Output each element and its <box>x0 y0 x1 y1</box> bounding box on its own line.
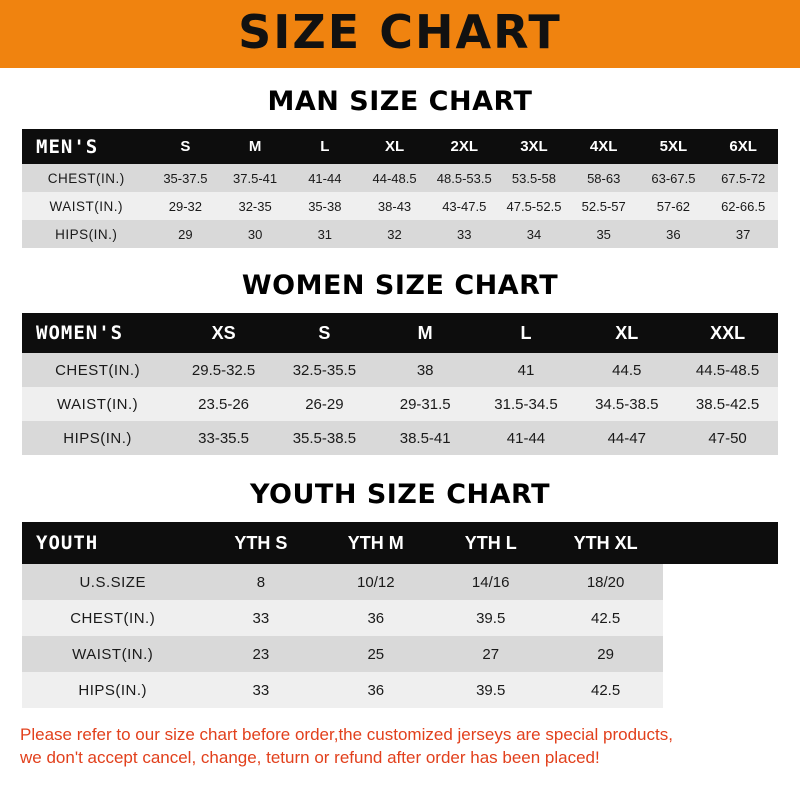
youth-cell: 33 <box>203 600 318 636</box>
man-cell: 36 <box>639 220 709 248</box>
man-header-label: MEN'S <box>22 129 151 164</box>
man-column-header: XL <box>360 129 430 164</box>
women-row-label: WAIST(IN.) <box>22 387 173 421</box>
man-cell: 29 <box>151 220 221 248</box>
man-cell: 41-44 <box>290 164 360 192</box>
women-column-header: M <box>375 313 476 353</box>
man-cell: 35-37.5 <box>151 164 221 192</box>
table-row <box>22 387 778 421</box>
man-cell: 37.5-41 <box>220 164 290 192</box>
women-column-header: XL <box>576 313 677 353</box>
youth-row-label: HIPS(IN.) <box>22 672 203 708</box>
women-column-header: XS <box>173 313 274 353</box>
women-cell: 44-47 <box>576 421 677 455</box>
man-column-header: 5XL <box>639 129 709 164</box>
table-row <box>22 564 778 600</box>
table-row <box>22 192 778 220</box>
man-cell: 58-63 <box>569 164 639 192</box>
note-line-2: we don't accept cancel, change, teturn or refund after order has been placed! <box>20 747 600 767</box>
women-cell: 38.5-42.5 <box>677 387 778 421</box>
women-cell: 44.5 <box>576 353 677 387</box>
youth-column-header: YTH M <box>318 522 433 564</box>
women-cell: 47-50 <box>677 421 778 455</box>
youth-column-header: YTH XL <box>548 522 663 564</box>
man-cell: 30 <box>220 220 290 248</box>
youth-cell <box>663 564 778 600</box>
youth-cell: 23 <box>203 636 318 672</box>
man-cell: 63-67.5 <box>639 164 709 192</box>
women-cell: 41 <box>476 353 577 387</box>
youth-cell: 14/16 <box>433 564 548 600</box>
table-row <box>22 353 778 387</box>
women-cell: 26-29 <box>274 387 375 421</box>
youth-column-header: YTH L <box>433 522 548 564</box>
man-section-title: MAN SIZE CHART <box>267 86 533 117</box>
man-cell: 47.5-52.5 <box>499 192 569 220</box>
man-column-header: 2XL <box>429 129 499 164</box>
women-cell: 34.5-38.5 <box>576 387 677 421</box>
women-header-label: WOMEN'S <box>22 313 173 353</box>
note-line-1: Please refer to our size chart before order,the customized jerseys are special products, <box>20 725 673 744</box>
table-row <box>22 164 778 192</box>
table-row <box>22 220 778 248</box>
man-cell: 44-48.5 <box>360 164 430 192</box>
women-cell: 38.5-41 <box>375 421 476 455</box>
women-cell: 38 <box>375 353 476 387</box>
women-size-table <box>22 313 778 455</box>
women-column-header: L <box>476 313 577 353</box>
women-cell: 31.5-34.5 <box>476 387 577 421</box>
banner-right-block <box>762 0 800 68</box>
youth-cell: 18/20 <box>548 564 663 600</box>
youth-cell: 10/12 <box>318 564 433 600</box>
man-row-label: CHEST(IN.) <box>22 164 151 192</box>
women-section-title: WOMEN SIZE CHART <box>241 270 559 301</box>
man-size-table <box>22 129 778 248</box>
banner-center <box>38 0 762 68</box>
table-header-row <box>22 522 778 564</box>
man-cell: 57-62 <box>639 192 709 220</box>
man-cell: 38-43 <box>360 192 430 220</box>
man-cell: 37 <box>708 220 778 248</box>
youth-table-wrap <box>0 522 800 708</box>
man-cell: 43-47.5 <box>429 192 499 220</box>
youth-cell: 39.5 <box>433 600 548 636</box>
table-header-row <box>22 313 778 353</box>
youth-cell: 25 <box>318 636 433 672</box>
man-column-header: 4XL <box>569 129 639 164</box>
women-cell: 29-31.5 <box>375 387 476 421</box>
youth-section-title: YOUTH SIZE CHART <box>249 479 551 510</box>
youth-row-label: CHEST(IN.) <box>22 600 203 636</box>
youth-cell: 27 <box>433 636 548 672</box>
women-column-header: S <box>274 313 375 353</box>
women-cell: 33-35.5 <box>173 421 274 455</box>
banner-left-block <box>0 0 38 68</box>
man-cell: 32-35 <box>220 192 290 220</box>
man-cell: 53.5-58 <box>499 164 569 192</box>
man-cell: 35-38 <box>290 192 360 220</box>
table-row <box>22 672 778 708</box>
women-row-label: CHEST(IN.) <box>22 353 173 387</box>
man-cell: 48.5-53.5 <box>429 164 499 192</box>
women-cell: 23.5-26 <box>173 387 274 421</box>
youth-cell <box>663 600 778 636</box>
youth-cell: 36 <box>318 600 433 636</box>
man-cell: 33 <box>429 220 499 248</box>
youth-row-label: U.S.SIZE <box>22 564 203 600</box>
youth-column-header: YTH S <box>203 522 318 564</box>
youth-size-table <box>22 522 778 708</box>
man-cell: 62-66.5 <box>708 192 778 220</box>
women-cell: 41-44 <box>476 421 577 455</box>
youth-cell <box>663 636 778 672</box>
man-column-header: S <box>151 129 221 164</box>
youth-header-label: YOUTH <box>22 522 203 564</box>
women-cell: 44.5-48.5 <box>677 353 778 387</box>
man-cell: 29-32 <box>151 192 221 220</box>
women-cell: 32.5-35.5 <box>274 353 375 387</box>
man-row-label: HIPS(IN.) <box>22 220 151 248</box>
page-title: SIZE CHART <box>238 5 562 59</box>
youth-cell: 36 <box>318 672 433 708</box>
man-cell: 31 <box>290 220 360 248</box>
women-row-label: HIPS(IN.) <box>22 421 173 455</box>
man-cell: 67.5-72 <box>708 164 778 192</box>
youth-cell: 42.5 <box>548 672 663 708</box>
man-column-header: M <box>220 129 290 164</box>
man-column-header: 6XL <box>708 129 778 164</box>
youth-row-label: WAIST(IN.) <box>22 636 203 672</box>
youth-cell <box>663 672 778 708</box>
women-column-header: XXL <box>677 313 778 353</box>
women-cell: 29.5-32.5 <box>173 353 274 387</box>
youth-cell: 29 <box>548 636 663 672</box>
women-table-wrap <box>0 313 800 455</box>
table-row <box>22 636 778 672</box>
table-row <box>22 600 778 636</box>
man-column-header: 3XL <box>499 129 569 164</box>
women-cell: 35.5-38.5 <box>274 421 375 455</box>
youth-cell: 39.5 <box>433 672 548 708</box>
youth-column-header <box>663 522 778 564</box>
man-row-label: WAIST(IN.) <box>22 192 151 220</box>
man-table-wrap <box>0 129 800 248</box>
man-cell: 34 <box>499 220 569 248</box>
man-column-header: L <box>290 129 360 164</box>
youth-cell: 33 <box>203 672 318 708</box>
man-cell: 32 <box>360 220 430 248</box>
youth-cell: 8 <box>203 564 318 600</box>
header-banner <box>0 0 800 68</box>
order-policy-note <box>0 724 800 770</box>
man-cell: 52.5-57 <box>569 192 639 220</box>
youth-cell: 42.5 <box>548 600 663 636</box>
table-row <box>22 421 778 455</box>
table-header-row <box>22 129 778 164</box>
man-cell: 35 <box>569 220 639 248</box>
